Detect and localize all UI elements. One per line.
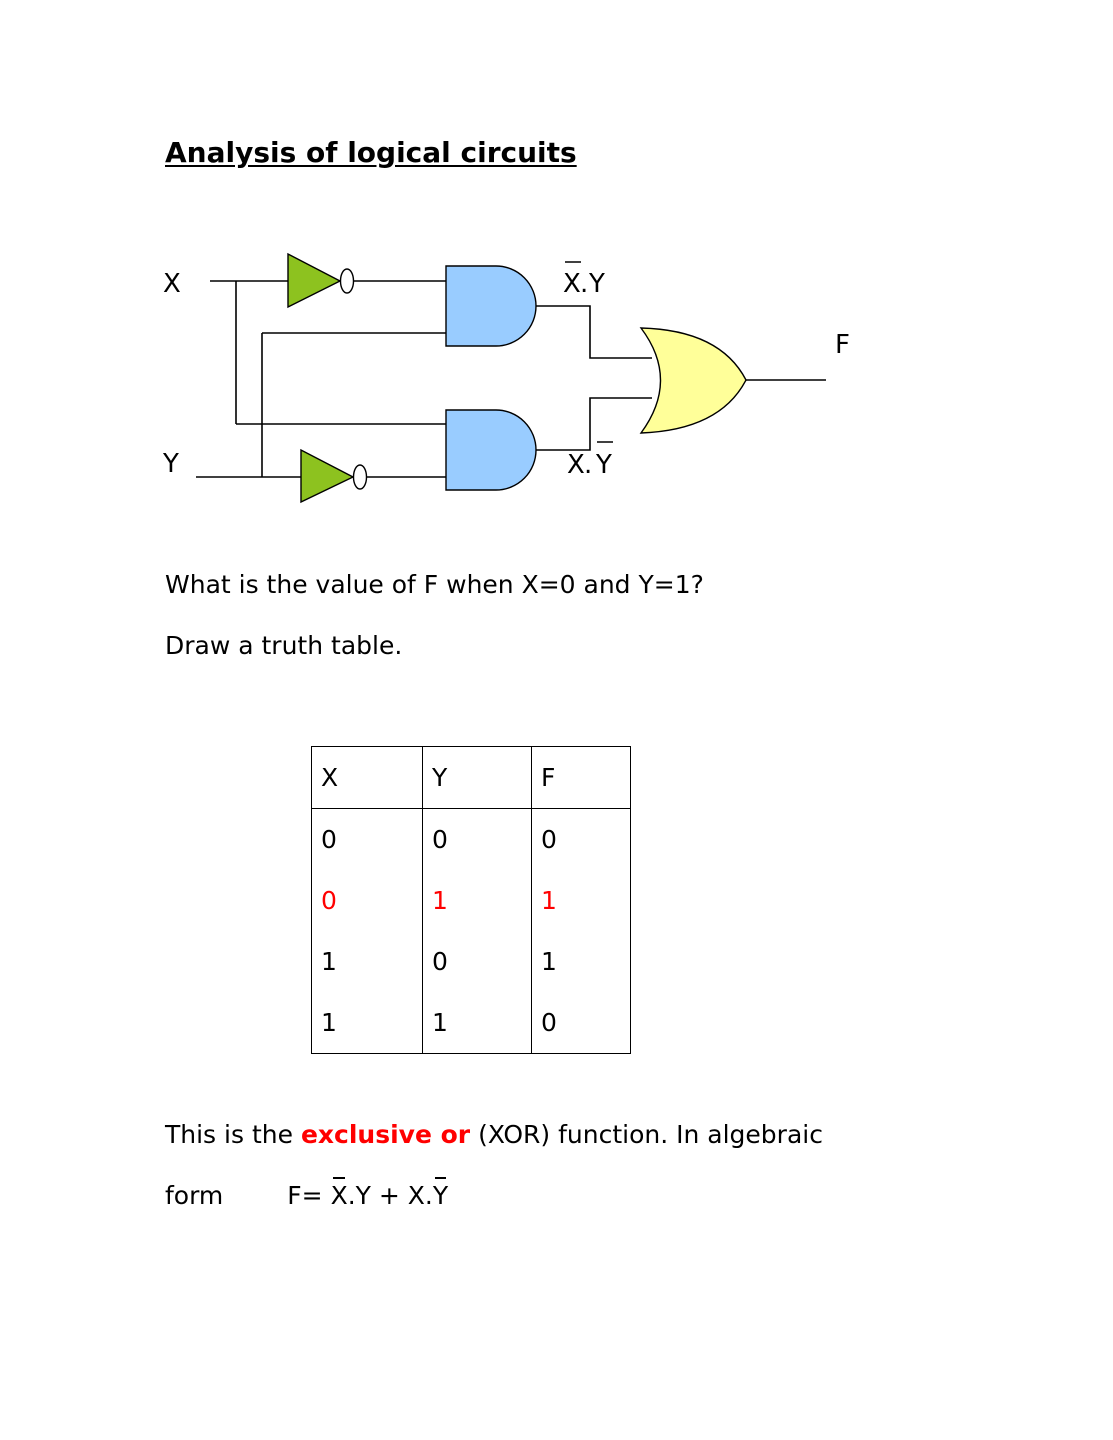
table-cell: 1 xyxy=(312,931,423,992)
table-row xyxy=(312,809,631,871)
svg-text:Y: Y xyxy=(596,450,612,480)
logic-circuit-diagram xyxy=(0,0,1113,540)
table-cell: 1 xyxy=(423,870,532,931)
table-cell: 0 xyxy=(312,870,423,931)
table-row xyxy=(312,992,631,1054)
formula-middle: .Y + X. xyxy=(347,1181,433,1210)
conclusion-line xyxy=(165,1120,823,1149)
conclusion-prefix: This is the xyxy=(165,1120,301,1149)
truth-table xyxy=(311,746,631,1054)
table-cell: 0 xyxy=(312,809,423,871)
header-f: F xyxy=(532,747,631,809)
and-top-output-label xyxy=(563,262,605,299)
formula-prefix: F= xyxy=(287,1181,331,1210)
table-row-highlighted xyxy=(312,870,631,931)
table-cell: 1 xyxy=(423,992,532,1054)
instruction-text: Draw a truth table. xyxy=(165,631,403,660)
and-gate-top xyxy=(446,266,536,346)
page-title: Analysis of logical circuits xyxy=(165,136,577,169)
table-row xyxy=(312,931,631,992)
header-y: Y xyxy=(423,747,532,809)
or-gate xyxy=(641,328,746,433)
xor-highlight: exclusive or xyxy=(300,1120,471,1149)
not-gate-x xyxy=(288,254,354,307)
svg-text:Y: Y xyxy=(589,269,605,299)
formula-line xyxy=(165,1181,448,1210)
conclusion-suffix: (XOR) function. In algebraic xyxy=(470,1120,823,1149)
table-cell: 1 xyxy=(532,931,631,992)
svg-text:.: . xyxy=(580,269,589,299)
input-x-label: X xyxy=(163,269,181,299)
table-header-row xyxy=(312,747,631,809)
not-gate-y xyxy=(301,450,367,502)
table-cell: 0 xyxy=(423,809,532,871)
svg-text:.: . xyxy=(584,450,593,480)
form-label: form xyxy=(165,1181,224,1210)
header-x: X xyxy=(312,747,423,809)
svg-text:X: X xyxy=(567,450,585,480)
negated-y: Y xyxy=(432,1181,449,1210)
table-cell: 1 xyxy=(532,870,631,931)
table-cell: 0 xyxy=(532,992,631,1054)
table-cell: 0 xyxy=(423,931,532,992)
input-y-label: Y xyxy=(163,449,179,479)
table-cell: 1 xyxy=(312,992,423,1054)
question-text: What is the value of F when X=0 and Y=1? xyxy=(165,570,704,599)
table-cell: 0 xyxy=(532,809,631,871)
output-f-label: F xyxy=(835,330,850,360)
svg-text:X: X xyxy=(563,269,581,299)
and-gate-bottom xyxy=(446,410,536,490)
negated-x: X xyxy=(330,1181,348,1210)
